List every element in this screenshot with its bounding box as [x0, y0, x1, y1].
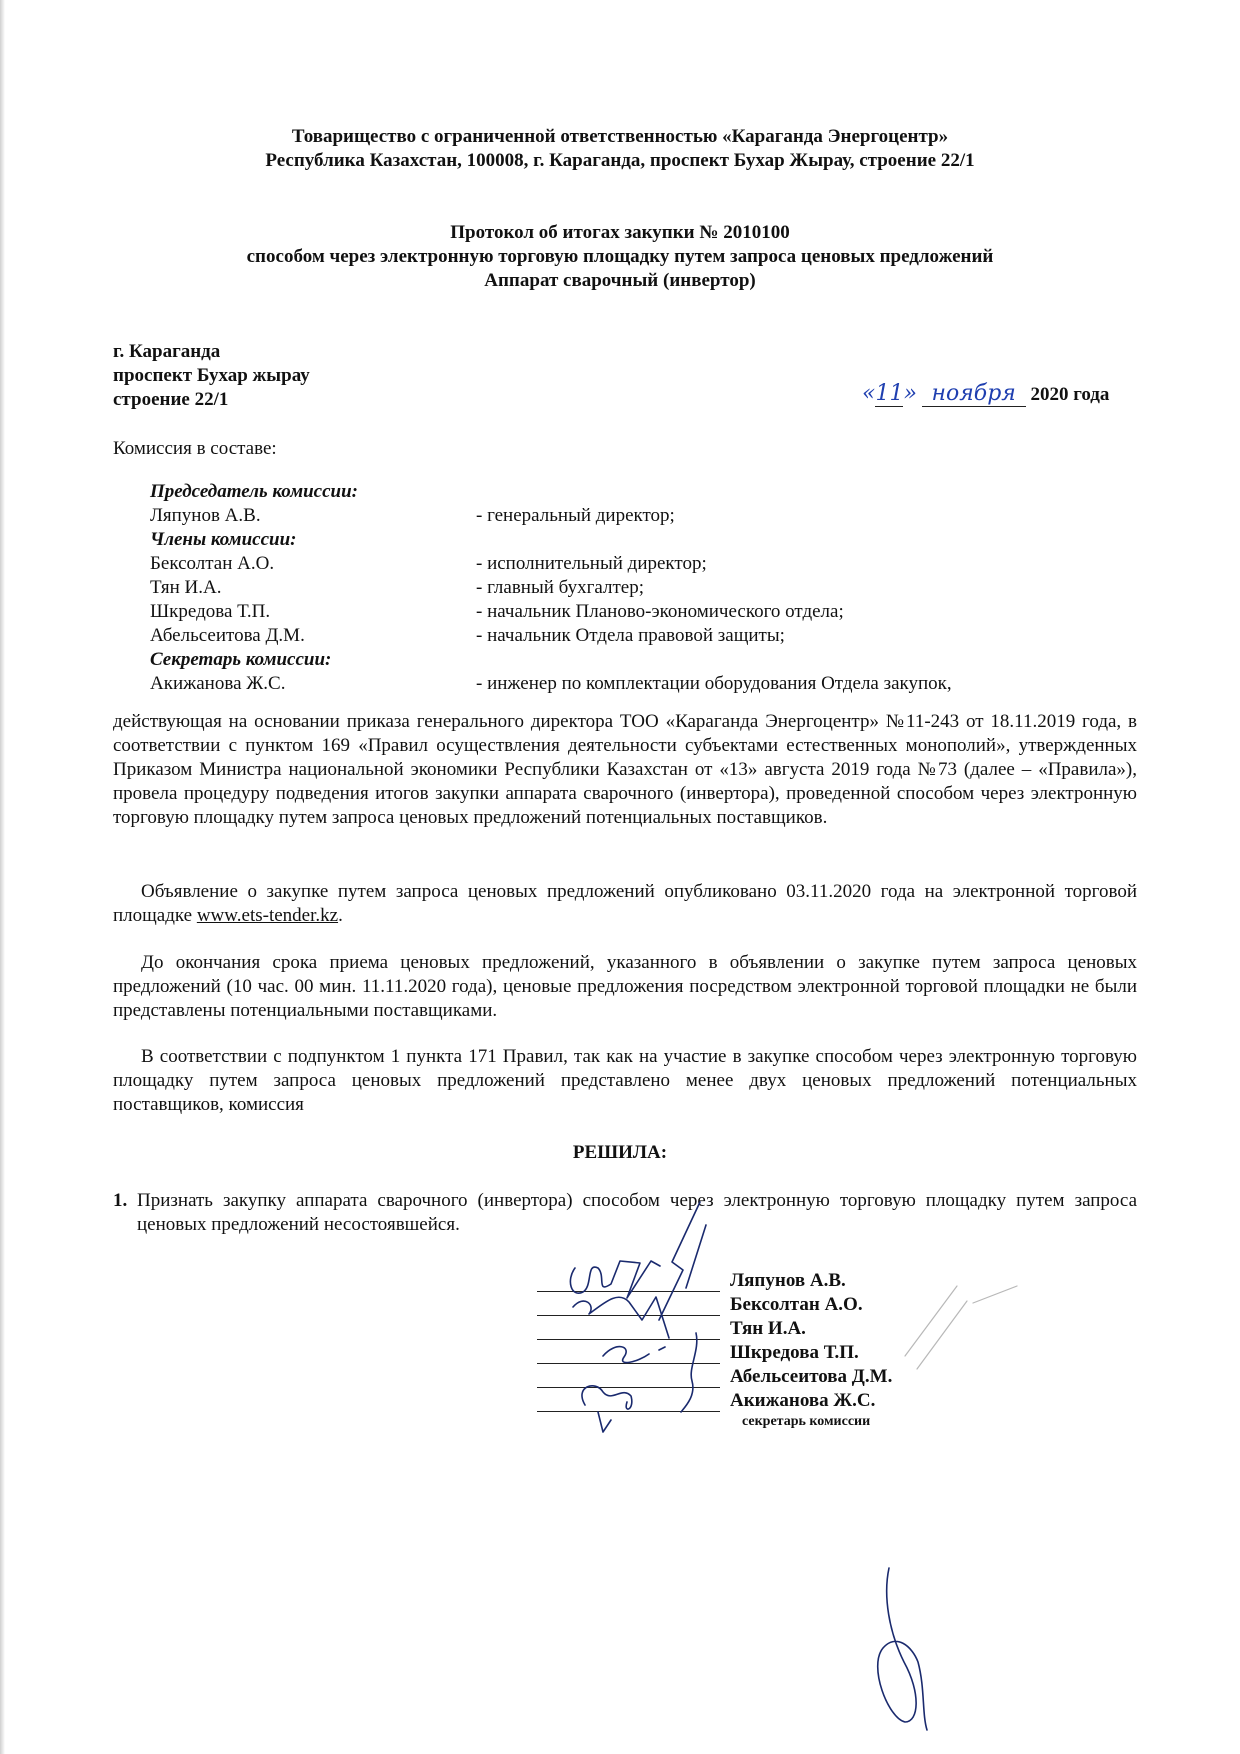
- signatory-name: Ляпунов А.В.: [730, 1270, 846, 1291]
- initial-signature: [878, 1568, 927, 1730]
- date-year: 2020 года: [1030, 384, 1110, 405]
- members-heading: Члены комиссии:: [150, 529, 297, 550]
- announcement-text: Объявление о закупке путем запроса ценовых предложений опубликовано 03.11.2020 года на электронной торговой площадке: [113, 881, 1137, 926]
- secretary-name: Акижанова Ж.С.: [150, 673, 286, 694]
- member-name: Абельсеитова Д.М.: [150, 625, 305, 646]
- signatory-name: Абельсеитова Д.М.: [730, 1366, 893, 1387]
- signature-shkredova: [603, 1347, 665, 1363]
- member-role: - главный бухгалтер;: [476, 577, 644, 598]
- protocol-subject: Аппарат сварочный (инвертор): [484, 270, 756, 291]
- signature-tyan: [659, 1202, 706, 1320]
- member-name: Шкредова Т.П.: [150, 601, 271, 622]
- paragraph-grounds: В соответствии с подпунктом 1 пункта 171 Правил, так как на участие в закупке способом через электронную торговую площадку путем запроса ценовых предложений представлено менее двух ценовых предложений потенциальных поставщиков, комиссия: [113, 1046, 1137, 1115]
- date-day: 11: [875, 381, 904, 406]
- signatory-name: Шкредова Т.П.: [730, 1342, 859, 1363]
- place-city: г. Караганда: [113, 341, 221, 362]
- protocol-method: способом через электронную торговую площадку путем запроса ценовых предложений: [246, 246, 994, 267]
- signatory-name: Бексолтан А.О.: [730, 1294, 863, 1315]
- decision-heading: РЕШИЛА:: [572, 1142, 668, 1163]
- pencil-mark: [973, 1286, 1017, 1303]
- chair-heading: Председатель комиссии:: [150, 481, 358, 502]
- ets-tender-link[interactable]: www.ets-tender.kz: [196, 905, 339, 926]
- chair-role: - генеральный директор;: [476, 505, 675, 526]
- organization-address: Республика Казахстан, 100008, г. Караганда, проспект Бухар Жырау, строение 22/1: [265, 150, 975, 171]
- pencil-mark: [905, 1286, 967, 1369]
- member-role: - исполнительный директор;: [476, 553, 707, 574]
- member-role: - начальник Отдела правовой защиты;: [476, 625, 785, 646]
- date-month: ноября: [922, 382, 1026, 407]
- member-name: Тян И.А.: [150, 577, 222, 598]
- organization-name: Товарищество с ограниченной ответственностью «Караганда Энергоцентр»: [291, 126, 949, 147]
- secretary-caption: секретарь комиссии: [742, 1414, 871, 1429]
- secretary-role: - инженер по комплектации оборудования Отдела закупок,: [476, 673, 952, 694]
- signatory-name: Тян И.А.: [730, 1318, 806, 1339]
- member-role: - начальник Планово-экономического отдела;: [476, 601, 844, 622]
- decision-item-text: Признать закупку аппарата сварочного (инвертора) способом через электронную торговую площадку путем запроса ценовых предложений несостоявшейся.: [137, 1190, 1137, 1235]
- paragraph-deadline: До окончания срока приема ценовых предложений, указанного в объявлении о закупке путем запроса ценовых предложений (10 час. 00 мин. 11.11.2020 года), ценовые предложения посредством электронной торговой площадки не были представлены потенциальными поставщиками.: [113, 952, 1137, 1021]
- date-close-quote: »: [903, 381, 917, 406]
- signature-beksoltan: [573, 1297, 669, 1338]
- protocol-title: Протокол об итогах закупки № 2010100: [450, 222, 790, 243]
- signatory-name: Акижанова Ж.С.: [730, 1390, 876, 1411]
- paragraph-basis: действующая на основании приказа генерального директора ТОО «Караганда Энергоцентр» №11-243 от 18.11.2019 года, в соответствии с пунктом 169 «Правил осуществления деятельности субъектами естественных монополий», утвержденных Приказом Министра национальной экономики Республики Казахстан от «13» августа 2019 года №73 (далее – «Правила»), провела процедуру подведения итогов закупки аппарата сварочного (инвертора), проведенной способом через электронную торговую площадку путем запроса ценовых предложений потенциальных поставщиков.: [113, 711, 1137, 828]
- member-name: Бексолтан А.О.: [150, 553, 275, 574]
- signature-akizhanova: [582, 1386, 632, 1432]
- date-open-quote: «: [862, 381, 876, 406]
- place-street: проспект Бухар жырау: [113, 365, 310, 386]
- announcement-end: .: [338, 905, 343, 926]
- signature-abelseitova: [681, 1333, 697, 1412]
- commission-intro: Комиссия в составе:: [113, 438, 277, 459]
- secretary-heading: Секретарь комиссии:: [150, 649, 332, 670]
- place-building: строение 22/1: [113, 389, 229, 410]
- signature-lyapunov: [570, 1261, 660, 1298]
- decision-item-number: 1.: [113, 1190, 128, 1211]
- chair-name: Ляпунов А.В.: [150, 505, 261, 526]
